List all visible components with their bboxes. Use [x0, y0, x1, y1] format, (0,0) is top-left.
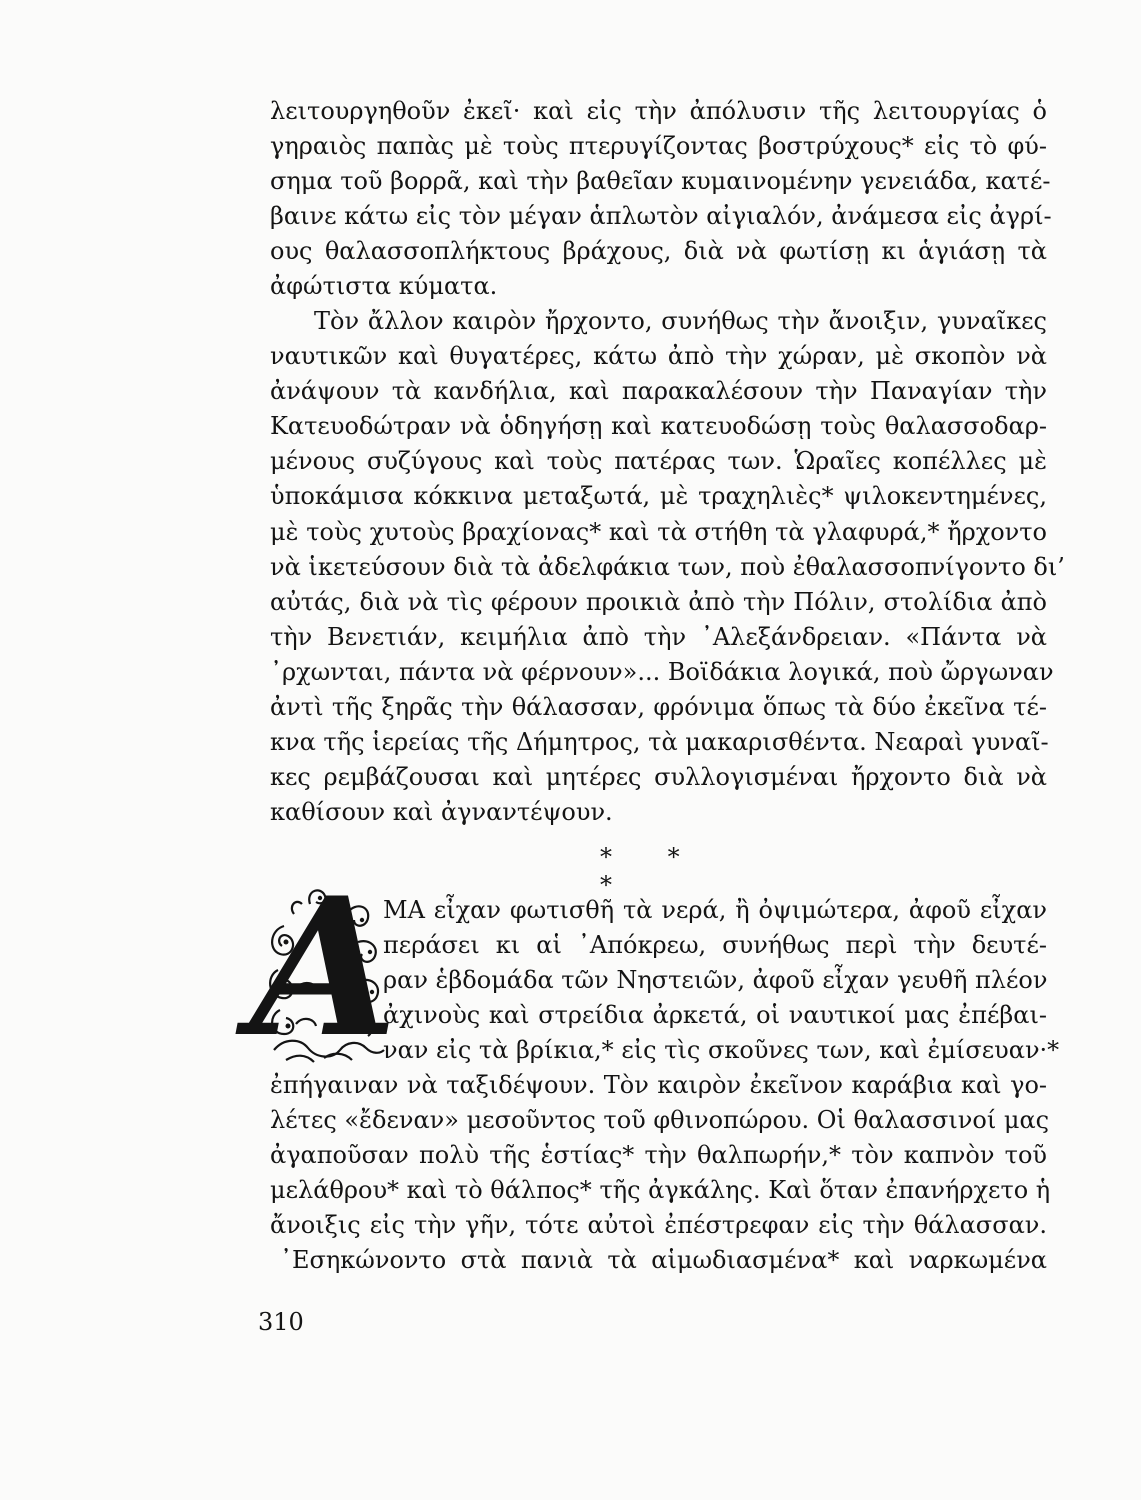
text-line: ἀφώτιστα κύματα. — [270, 272, 498, 301]
text-line: ἀγαποῦσαν πολὺ τῆς ἑστίας* τὴν θαλπωρήν,* τὸν καπνὸν τοῦ — [270, 1141, 1047, 1170]
text-line: γηραιὸς παπὰς μὲ τοὺς πτερυγίζοντας βοστρύχους* εἰς τὸ φύ- — [270, 132, 1047, 161]
text-line: καθίσουν καὶ ἀγναντέψουν. — [270, 798, 613, 827]
text-line: λειτουργηθοῦν ἐκεῖ· καὶ εἰς τὴν ἀπόλυσιν τῆς λειτουργίας ὁ — [270, 97, 1047, 125]
text-line: ἐπήγαιναν νὰ ταξιδέψουν. Τὸν καιρὸν ἐκεῖνον καράβια καὶ γο- — [270, 1071, 1047, 1099]
text-line: μὲ τοὺς χυτοὺς βραχίονας* καὶ τὰ στήθη τὰ γλαφυρά,* ἤρχοντο — [270, 517, 1047, 546]
text-line: Κατευοδώτραν νὰ ὁδηγήσῃ καὶ κατευοδώσῃ τοὺς θαλασσοδαρ- — [270, 412, 1047, 441]
text-line: κες ρεμβάζουσαι καὶ μητέρες συλλογισμέναι ἤρχοντο διὰ νὰ — [270, 763, 1047, 792]
text-line: ναν εἰς τὰ βρίκια,* εἰς τὶς σκοῦνες των, καὶ ἐμίσευαν·* — [383, 1036, 1060, 1065]
paragraph-3-continuation — [270, 1068, 1051, 1279]
text-line: μελάθρου* καὶ τὸ θάλπος* τῆς ἀγκάλης. Καὶ ὅταν ἐπανήρχετο ἡ — [270, 1176, 1051, 1205]
text-line: ᾿ρχωνται, πάντα νὰ φέρνουν»... Βοϊδάκια λογικά, ποὺ ὤργωναν — [270, 657, 1054, 686]
dropcap-letter: Α — [250, 856, 398, 1079]
text-line: ᾿Εσηκώνοντο στὰ πανιὰ τὰ αἱμωδιασμένα* καὶ ναρκωμένα — [280, 1246, 1047, 1275]
text-line: ἀχινοὺς καὶ στρείδια ἀρκετά, οἱ ναυτικοί μας ἐπέβαι- — [383, 1001, 1047, 1030]
text-line: ἀνάψουν τὰ κανδήλια, καὶ παρακαλέσουν τὴν Παναγίαν τὴν — [270, 377, 1047, 406]
text-line: λέτες «ἔδεναν» μεσοῦντος τοῦ φθινοπώρου. Οἱ θαλασσινοί μας — [270, 1106, 1050, 1135]
text-line: ΜΑ εἶχαν φωτισθῆ τὰ νερά, ἢ ὀψιμώτερα, ἀφοῦ εἶχαν — [383, 896, 1047, 924]
text-line: κνα τῆς ἱερείας τῆς Δήμητρος, τὰ μακαρισθέντα. Νεαραὶ γυναῖ- — [270, 728, 1049, 757]
paragraph-1 — [270, 94, 1052, 305]
text-line: νὰ ἱκετεύσουν διὰ τὰ ἀδελφάκια των, ποὺ ἐθαλασσοπνίγοντο δι’ — [270, 552, 1065, 581]
paragraph-3-opening — [383, 893, 1060, 1068]
text-line: αὐτάς, διὰ νὰ τὶς φέρουν προικιὰ ἀπὸ τὴν Πόλιν, στολίδια ἀπὸ — [270, 587, 1047, 616]
text-line: περάσει κι αἱ ᾿Απόκρεω, συνήθως περὶ τὴν δευτέ- — [383, 931, 1047, 960]
text-line: τὴν Βενετιάν, κειμήλια ἀπὸ τὴν ᾿Αλεξάνδρειαν. «Πάντα νὰ — [270, 622, 1047, 651]
page-number: 310 — [258, 1308, 304, 1336]
text-line: ὑποκάμισα κόκκινα μεταξωτά, μὲ τραχηλιὲς* ψιλοκεντημένες, — [270, 482, 1047, 511]
text-line: ους θαλασσοπλήκτους βράχους, διὰ νὰ φωτίσῃ κι ἁγιάσῃ τὰ — [270, 237, 1047, 266]
text-line: ἄνοιξις εἰς τὴν γῆν, τότε αὐτοὶ ἐπέστρεφαν εἰς τὴν θάλασσαν. — [270, 1211, 1047, 1240]
text-line: ἀντὶ τῆς ξηρᾶς τὴν θάλασσαν, φρόνιμα ὅπως τὰ δύο ἐκεῖνα τέ- — [270, 693, 1047, 722]
section-separator: * * * — [600, 843, 704, 899]
text-line: βαινε κάτω εἰς τὸν μέγαν ἁπλωτὸν αἰγιαλόν, ἀνάμεσα εἰς ἀγρί- — [270, 202, 1052, 231]
paragraph-2 — [270, 304, 1065, 830]
text-line: ναυτικῶν καὶ θυγατέρες, κάτω ἀπὸ τὴν χώραν, μὲ σκοπὸν νὰ — [270, 342, 1047, 371]
text-line: ραν ἑβδομάδα τῶν Νηστειῶν, ἀφοῦ εἶχαν γευθῆ πλέον — [383, 966, 1048, 995]
ornamental-dropcap-illustration — [250, 856, 398, 1079]
text-line: Τὸν ἄλλον καιρὸν ἤρχοντο, συνήθως τὴν ἄνοιξιν, γυναῖκες — [314, 307, 1047, 335]
text-line: μένους συζύγους καὶ τοὺς πατέρας των. Ὡραῖες κοπέλλες μὲ — [270, 447, 1047, 476]
text-line: σημα τοῦ βορρᾶ, καὶ τὴν βαθεῖαν κυμαινομένην γενειάδα, κατέ- — [270, 167, 1051, 196]
